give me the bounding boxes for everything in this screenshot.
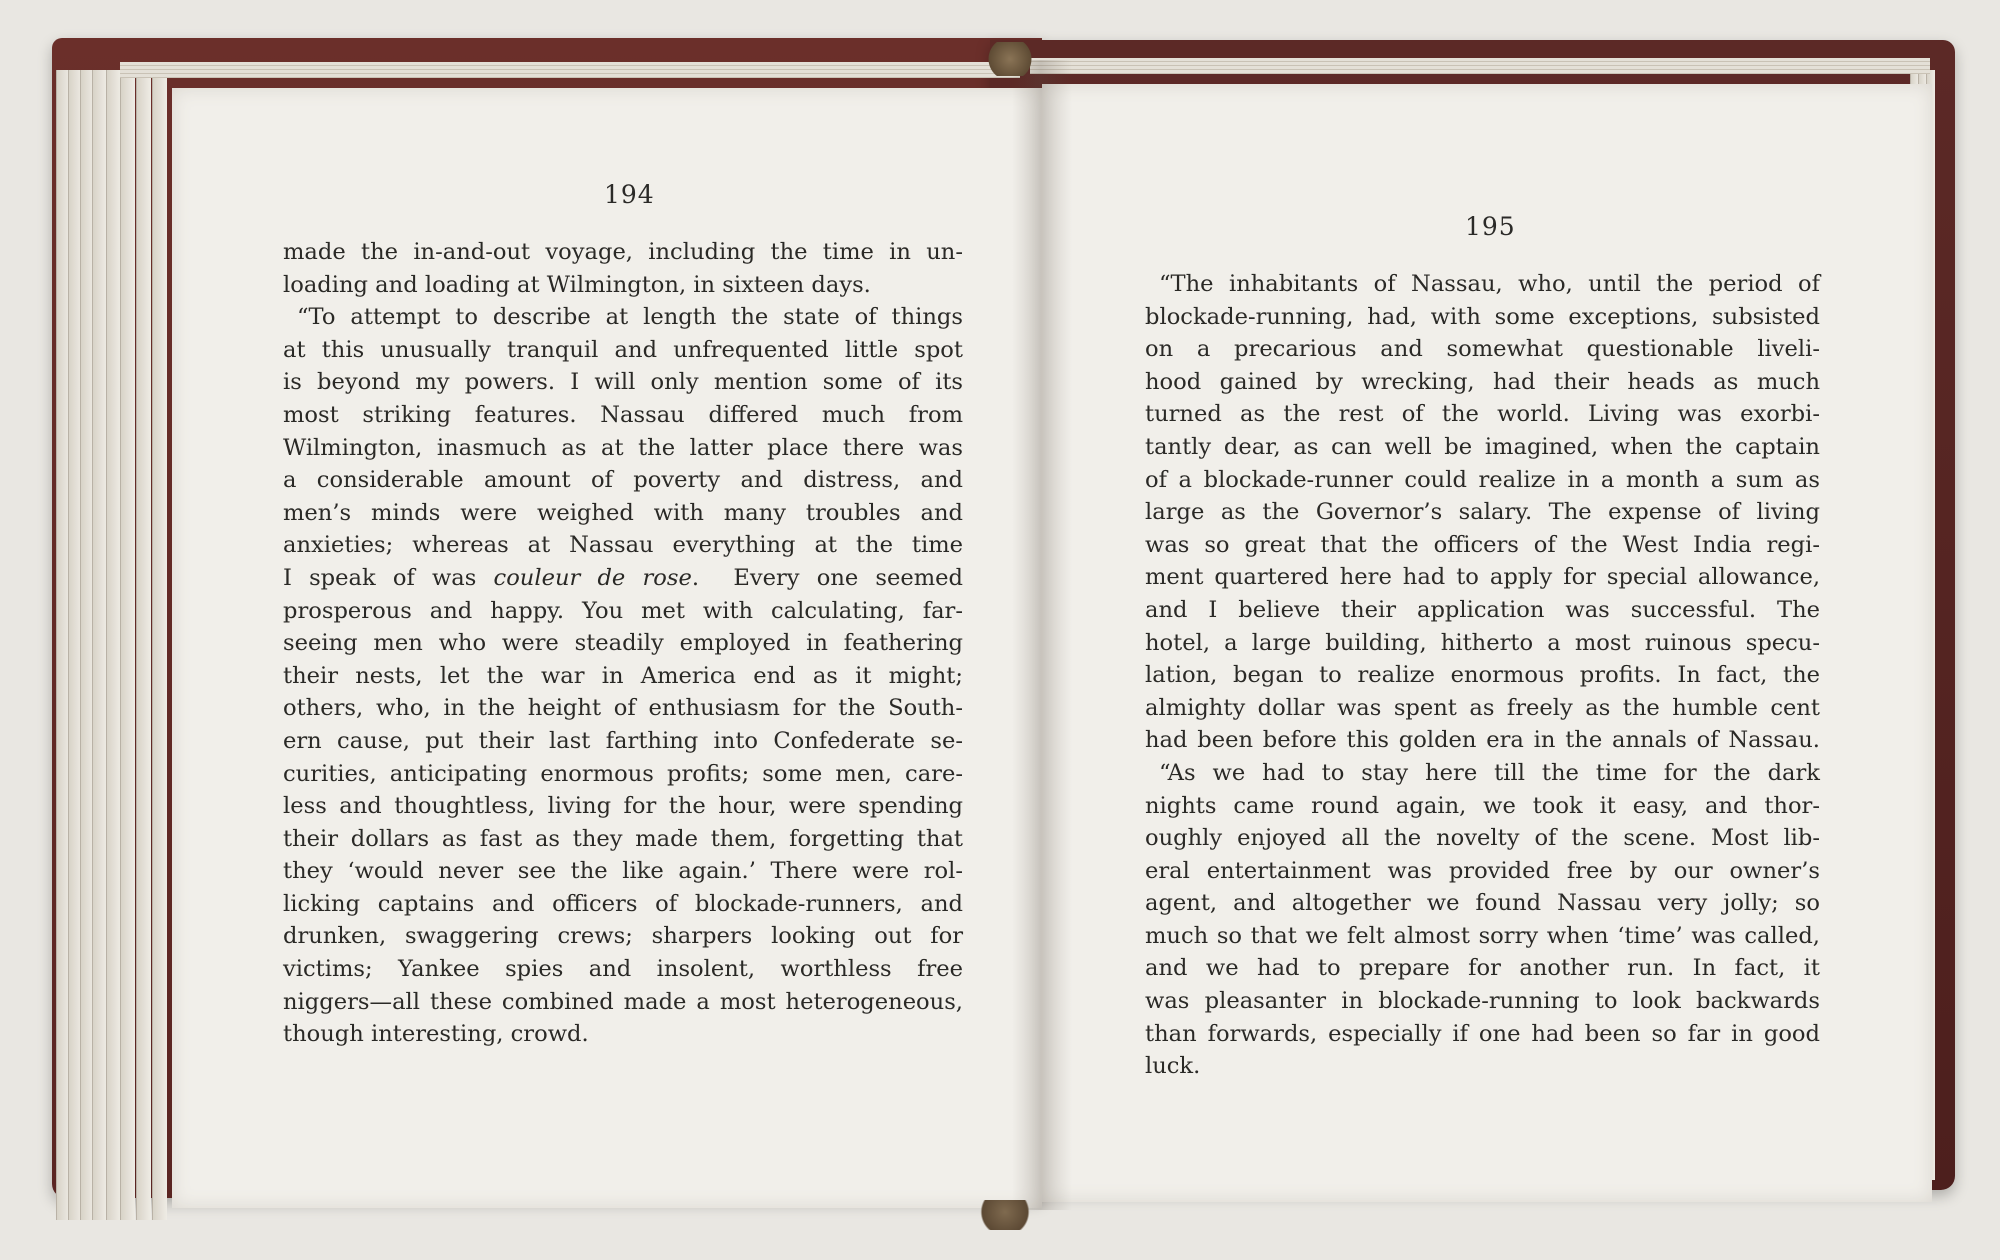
text-line: less and thoughtless, living for the hour, were spending <box>283 793 963 820</box>
text-line: they ‘would never see the like again.’ There were rol- <box>283 858 963 885</box>
text-line: turned as the rest of the world. Living was exorbi- <box>1145 401 1820 428</box>
text-line: loading and loading at Wilmington, in sixteen days. <box>283 271 871 298</box>
text-line: had been before this golden era in the annals of Nassau. <box>1145 727 1820 754</box>
text-line: prosperous and happy. You met with calculating, far- <box>283 597 963 624</box>
text-line: “As we had to stay here till the time for the dark <box>1159 759 1820 786</box>
text-line: and we had to prepare for another run. In fact, it <box>1145 955 1820 982</box>
text-line: oughly enjoyed all the novelty of the scene. Most lib- <box>1145 825 1820 852</box>
text-line: hood gained by wrecking, had their heads as much <box>1145 368 1820 395</box>
top-page-edges-right <box>1030 58 1930 74</box>
text-line: than forwards, especially if one had been so far in good <box>1145 1020 1820 1047</box>
text-line: on a precarious and somewhat questionable liveli- <box>1145 336 1820 363</box>
text-line: anxieties; whereas at Nassau everything at the time <box>283 532 963 559</box>
page-edges-left <box>56 70 186 1220</box>
text-line: drunken, swaggering crews; sharpers looking out for <box>283 923 963 950</box>
text-line: eral entertainment was provided free by our owner’s <box>1145 857 1820 884</box>
top-page-edges-left <box>120 62 1020 78</box>
text-line: large as the Governor’s salary. The expense of living <box>1145 499 1820 526</box>
text-line: Wilmington, inasmuch as at the latter place there was <box>283 434 963 461</box>
italic-phrase: couleur de rose <box>493 564 692 591</box>
text-line: hotel, a large building, hitherto a most ruinous specu- <box>1145 629 1820 656</box>
text-line: almighty dollar was spent as freely as the humble cent <box>1145 694 1820 721</box>
text-line: much so that we felt almost sorry when ‘time’ was called, <box>1145 922 1820 949</box>
text-line: their nests, let the war in America end as it might; <box>283 662 963 689</box>
text-line: at this unusually tranquil and unfrequented little spot <box>283 336 963 363</box>
text-line: is beyond my powers. I will only mention some of its <box>283 369 963 396</box>
left-page-text <box>283 236 963 1051</box>
text-line: was so great that the officers of the West India regi- <box>1145 531 1820 558</box>
text-line: “The inhabitants of Nassau, who, until the period of <box>1159 271 1820 297</box>
text-line: licking captains and officers of blockade-runners, and <box>283 890 963 917</box>
text-line: lation, began to realize enormous profits. In fact, the <box>1145 662 1820 689</box>
headband <box>985 42 1035 76</box>
text-line: agent, and altogether we found Nassau very jolly; so <box>1145 890 1820 917</box>
text-line: blockade-running, had, with some exceptions, subsisted <box>1145 303 1820 330</box>
text-line: victims; Yankee spies and insolent, worthless free <box>283 956 963 983</box>
text-line: niggers—all these combined made a most heterogeneous, <box>283 988 963 1015</box>
text-line: luck. <box>1145 1053 1201 1080</box>
text-line: of a blockade-runner could realize in a month a sum as <box>1145 466 1820 493</box>
text-line: most striking features. Nassau differed much from <box>283 401 963 428</box>
text-line: others, who, in the height of enthusiasm for the South- <box>283 695 963 722</box>
right-page-number: 195 <box>1465 212 1516 241</box>
text-line: and I believe their application was successful. The <box>1145 596 1820 623</box>
left-page-number: 194 <box>604 180 655 209</box>
book-gutter <box>1012 60 1072 1210</box>
text-line: ern cause, put their last farthing into Confederate se- <box>283 727 963 754</box>
text-line: though interesting, crowd. <box>283 1021 589 1048</box>
text-line-mixed: I speak of was couleur de rose. Every one seemed <box>283 564 963 591</box>
text-line: seeing men who were steadily employed in feathering <box>283 630 963 657</box>
text-line: was pleasanter in blockade-running to look backwards <box>1145 988 1820 1015</box>
text-line: their dollars as fast as they made them, forgetting that <box>283 825 963 852</box>
text-line: curities, anticipating enormous profits; some men, care- <box>283 760 963 787</box>
text-line: made the in-and-out voyage, including the time in un- <box>283 239 963 265</box>
tailband <box>975 1200 1035 1230</box>
text-line: nights came round again, we took it easy, and thor- <box>1145 792 1820 819</box>
right-page-text <box>1145 268 1820 1083</box>
text-line: “To attempt to describe at length the state of things <box>297 304 963 331</box>
text-line: men’s minds were weighed with many troubles and <box>283 499 963 526</box>
text-line: ment quartered here had to apply for special allowance, <box>1145 564 1820 591</box>
text-line: tantly dear, as can well be imagined, when the captain <box>1145 433 1820 460</box>
text-line: a considerable amount of poverty and distress, and <box>283 467 963 494</box>
